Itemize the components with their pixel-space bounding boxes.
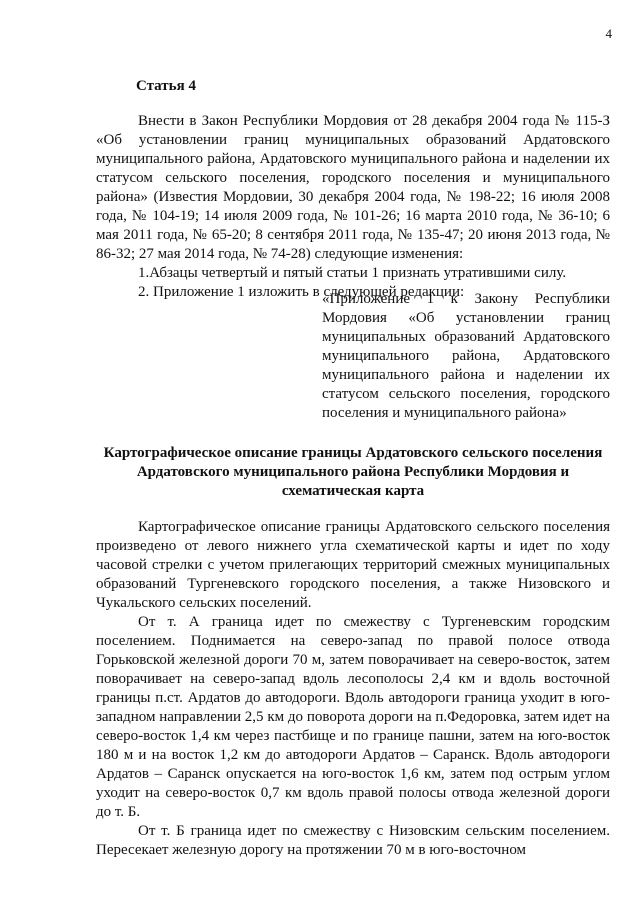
amendment-item-2: 2. Приложение 1 изложить в следующей редакции: — [138, 284, 465, 300]
description-paragraph: Картографическое описание границы Ардатовского сельского поселения произведено от левого нижнего угла схематической карты и идет по ходу часовой стрелки с учетом прилегающих территорий смежных муниципальных образований Тургеневского городского поселения, а также Низовского и Чукальского сельских поселений. — [96, 519, 610, 611]
page-number: 4 — [605, 26, 612, 41]
article-body — [96, 112, 610, 302]
section-title: Картографическое описание границы Ардатовского сельского поселения Ардатовского муниципального района Республики Мордовия и схематическая карта — [103, 445, 603, 499]
intro-paragraph: Внести в Закон Республики Мордовия от 28 декабря 2004 года № 115-З «Об установлении границ муниципальных образований Ардатовского муниципального района, Ардатовского муниципального района и наделении их статусом сельского поселения, городского поселения и муниципального района» (Известия Мордовии, 30 декабря 2004 года, № 198-22; 16 июля 2008 года, № 104-19; 14 июля 2009 года, № 101-26; 16 марта 2010 года, № 36-10; 6 мая 2011 года, № 65-20; 8 сентября 2011 года, № 135-47; 20 июня 2013 года, № 86-32; 27 мая 2014 года, № 74-28) следующие изменения: — [96, 113, 610, 262]
description-paragraph: От т. Б граница идет по смежеству с Низовским сельским поселением. Пересекает железную дорогу на протяжении 70 м в юго-восточном — [96, 823, 610, 858]
amendment-item-1: 1.Абзацы четвертый и пятый статьи 1 признать утратившими силу. — [138, 265, 567, 281]
description-paragraph: От т. А граница идет по смежеству с Тургеневским городским поселением. Поднимается на северо-запад по правой полосе отвода Горьковской железной дороги 70 м, затем поворачивает на северо-восток, затем поворачивает на северо-запад вдоль лесополосы 2,4 км и вдоль восточной границы п.ст. Ардатов до автодороги. Вдоль автодороги граница уходит в юго-западном направлении 2,5 км до поворота дороги на п.Федоровка, затем идет на северо-восток 1,4 км через пастбище и по границе пашни, затем на юго-восток 180 м и на восток 1,2 км до автодороги Ардатов – Саранск. Вдоль автодороги Ардатов – Саранск опускается на юго-восток 1,6 км, затем под острым углом уходит на северо-восток 0,7 км вдоль правой полосы отвода железной дороги до т. Б. — [96, 614, 610, 820]
boundary-description — [96, 518, 610, 860]
article-heading: Статья 4 — [136, 78, 196, 94]
appendix-reference: «Приложение 1 к Закону Республики Мордовия «Об установлении границ муниципальных образований Ардатовского муниципального района, Ардатовского муниципального района и наделении их статусом сельского поселения, городского поселения и муниципального района» — [322, 291, 610, 421]
